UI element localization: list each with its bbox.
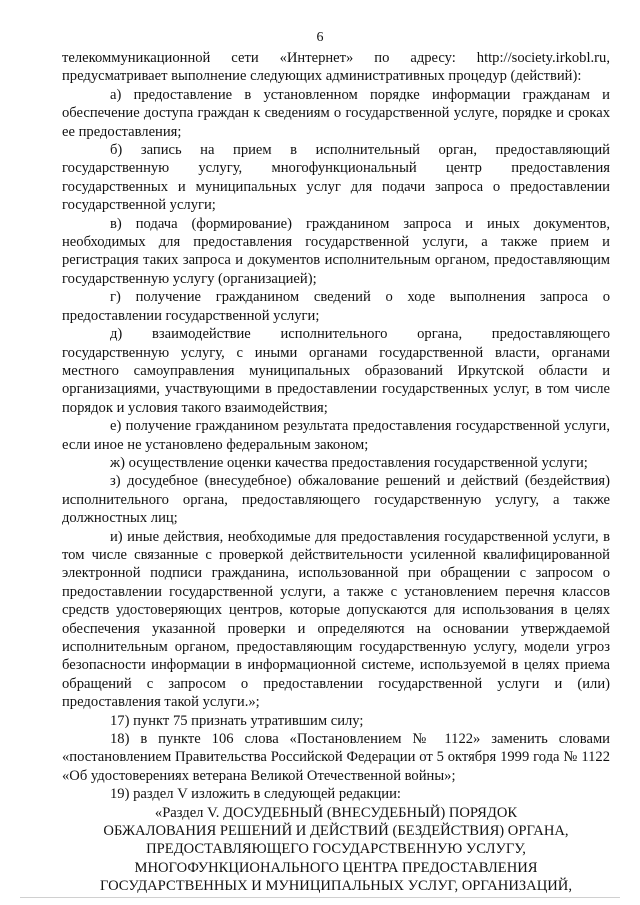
paragraph-intro-continuation: телекоммуникационной сети «Интернет» по адресу: http://society.irkobl.ru, предусматривает выполнение следующих административных процедур (действий): (62, 50, 610, 85)
paragraph-item-e: е) получение гражданином результата предоставления государственной услуги, если иное не установлено федеральным законом; (62, 418, 610, 453)
paragraph-item-g: г) получение гражданином сведений о ходе выполнения запроса о предоставлении государственной услуги; (62, 289, 610, 324)
paragraph-point-19: 19) раздел V изложить в следующей редакции: (110, 786, 401, 803)
paragraph-point-18: 18) в пункте 106 слова «Постановлением № 1122» заменить словами «постановлением Правительства Российской Федерации от 5 октября 1999 года № 1122 «Об удостоверениях ветерана Великой Отечественной войны»; (62, 731, 610, 784)
section-v-heading (62, 804, 610, 896)
paragraph-item-zh: ж) осуществление оценки качества предоставления государственной услуги; (110, 454, 588, 471)
paragraph-item-z: з) досудебное (внесудебное) обжалование решений и действий (бездействия) исполнительного органа, предоставляющего государственную услугу, а также должностных лиц; (62, 473, 610, 527)
heading-line: МНОГОФУНКЦИОНАЛЬНОГО ЦЕНТРА ПРЕДОСТАВЛЕНИЯ (134, 859, 538, 876)
heading-line: «Раздел V. ДОСУДЕБНЫЙ (ВНЕСУДЕБНЫЙ) ПОРЯДОК (154, 804, 518, 821)
paragraph-item-d: д) взаимодействие исполнительного органа, предоставляющего государственную услугу, с иными органами государственной власти, органами местного самоуправления муниципальных образований Иркутской области и организациями, участвующими в предоставлении государственных услуг, в том числе порядок и условия такого взаимодействия; (62, 326, 610, 416)
heading-line: ГОСУДАРСТВЕННЫХ И МУНИЦИПАЛЬНЫХ УСЛУГ, ОРГАНИЗАЦИЙ, (100, 878, 572, 895)
paragraph-point-17: 17) пункт 75 признать утратившим силу; (110, 712, 364, 729)
paragraph-item-v: в) подача (формирование) гражданином запроса и иных документов, необходимых для предоставления государственной услуги, а также прием и регистрация таких запроса и документов исполнительным органом, предоставляющим государственную услугу (организацией); (62, 215, 610, 287)
page-number: 6 (316, 30, 324, 45)
document-body (62, 49, 610, 896)
paragraph-item-a: а) предоставление в установленном порядке информации гражданам и обеспечение доступа граждан к сведениям о государственной услуге, порядке и сроках ее предоставления; (62, 86, 610, 140)
heading-line: ОБЖАЛОВАНИЯ РЕШЕНИЙ И ДЕЙСТВИЙ (БЕЗДЕЙСТВИЯ) ОРГАНА, (103, 823, 569, 840)
page-bottom-rule (20, 897, 620, 898)
heading-line: ПРЕДОСТАВЛЯЮЩЕГО ГОСУДАРСТВЕННУЮ УСЛУГУ, (146, 841, 526, 858)
paragraph-item-b: б) запись на прием в исполнительный орган, предоставляющий государственную услугу, многофункциональный центр предоставления государственных и муниципальных услуг для подачи запроса о предоставлении государственной услуги; (62, 142, 610, 214)
paragraph-item-i: и) иные действия, необходимые для предоставления государственной услуги, в том числе связанные с проверкой действительности усиленной квалифицированной электронной подписи гражданина, использованной при обращении с запросом о предоставлении государственной услуги, а также с установлением перечня классов средств удостоверяющих центров, которые допускаются для использования в целях обеспечения указанной проверки и определяются на основании утверждаемой исполнительным органом, предоставляющим государственную услугу, модели угроз безопасности информации в информационной системе, используемой в целях приема обращений с запросом о предоставлении государственной услуги и (или) предоставления такой услуги.»; (62, 528, 610, 711)
